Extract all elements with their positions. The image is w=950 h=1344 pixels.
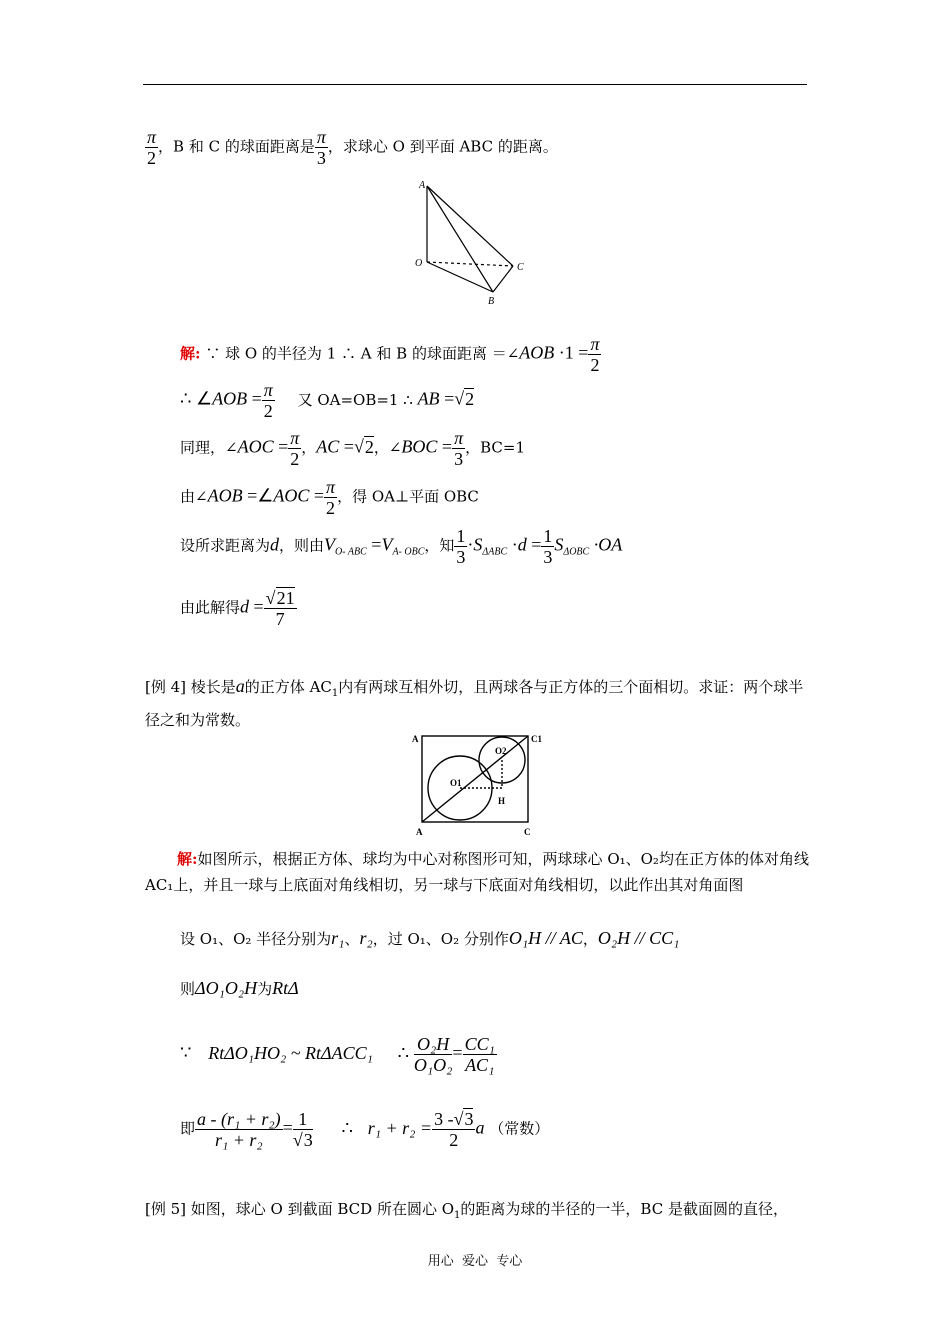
header-rule [143, 84, 807, 85]
intro-text-2: ，求球心 O 到平面 ABC 的距离。 [327, 137, 558, 156]
fig2-label-o2: O2 [495, 746, 507, 756]
sol2-line2: 设 O₁、O₂ 半径分别为r₁、r₂，过 O₁、O₂ 分别作O₁H // AC，O₂H // CC₁ [180, 928, 680, 948]
fig2-label-o1: O1 [450, 778, 462, 788]
tetrahedron-figure [405, 178, 535, 308]
sol1-line1: 解: ∵ 球 O 的半径为 1 ∴ A 和 B 的球面距离 ＝∠AOB ·1 = $\frac{\pi}{2}$ [180, 334, 600, 375]
fig1-label-a: A [419, 180, 426, 191]
frac-pi-2: $\frac{\pi}{2}$ [590, 334, 600, 375]
example-4: [例 4] 棱长是a的正方体 $AC_1$内有两球互相外切，且两球各与正方体的三个面相切。求证：两个球半径之和为常数。 [145, 676, 804, 729]
sol1-line4: 由∠AOB =∠AOC = $\frac{\pi}{2}$ ，得 OA⊥平面 OBC [180, 477, 479, 518]
page-footer: 用心 爱心 专心 [427, 1254, 523, 1269]
frac-pi-2: $\frac{\pi}{2}$ [147, 127, 157, 168]
fig2-label-c: C [524, 827, 531, 837]
fig1-label-b: B [488, 296, 495, 307]
sol2-line3: 则ΔO₁O₂H为RtΔ [180, 978, 299, 998]
cube-spheres-figure [410, 728, 550, 840]
intro-text-1: ，B 和 C 的球面距离是 [158, 137, 315, 156]
sol1-line3: 同理，∠AOC = $\frac{\pi}{2}$ ，AC =√2，∠BOC = $\frac{\pi}{3}$ ，BC=1 [180, 428, 525, 469]
fig2-label-a-top: A [412, 734, 419, 744]
fig1-label-o: O [415, 258, 423, 269]
sol2-line5: 即 $\frac{\text{a - (r₁ + r₂)}}{\text{r₁ + r₂}}$ = $\frac{1}{√3}$ ∴ r₁ + r₂ = $\frac{3 -√3}{2}$ a （常数） [180, 1109, 550, 1150]
example-5: [例 5] 如图，球心 O 到截面 BCD 所在圆心 $O_1$的距离为球的半径的一半，BC 是截面圆的直径， [145, 1200, 788, 1221]
sol2-line4: ∵ RtΔO₁HO₂ ~ RtΔACC₁ ∴ $\frac{\text{O₂H}}{\text{O₁O₂}}$ = $\frac{\text{CC₁}}{\text{AC₁}}$ [180, 1034, 495, 1075]
fig2-label-h: H [498, 796, 506, 806]
solution-label: 解: [180, 344, 201, 363]
sol2-para: 解:如图所示，根据正方体、球均为中心对称图形可知，两球球心 O₁、O₂均在正方体的体对角线 AC₁上，并且一球与上底面对角线相切，另一球与下底面对角线相切，以此作出其对角面图 [145, 850, 809, 894]
sol1-line2: ∴ ∠AOB = $\frac{\pi}{2}$ 又 OA=OB=1 ∴ AB =√2 [180, 380, 475, 421]
fig2-label-c1: C1 [531, 734, 542, 744]
intro-line [145, 127, 558, 168]
sol1-line5: 设所求距离为d，则由$V_{O- ABC} =V_{A- OBC}$，知 $\frac{1}{3}$ $\cdot S_{\Delta ABC} \cdot d$ = $\frac{1}{3}$ $S_{\Delta OBC} \cdot OA$ [180, 526, 623, 567]
frac-pi-3: $\frac{\pi}{3}$ [316, 127, 326, 168]
sol1-line6: 由此解得d = $\frac{√21}{7}$ [180, 588, 295, 629]
fig2-label-a: A [416, 827, 423, 837]
fig1-label-c: C [517, 262, 524, 273]
